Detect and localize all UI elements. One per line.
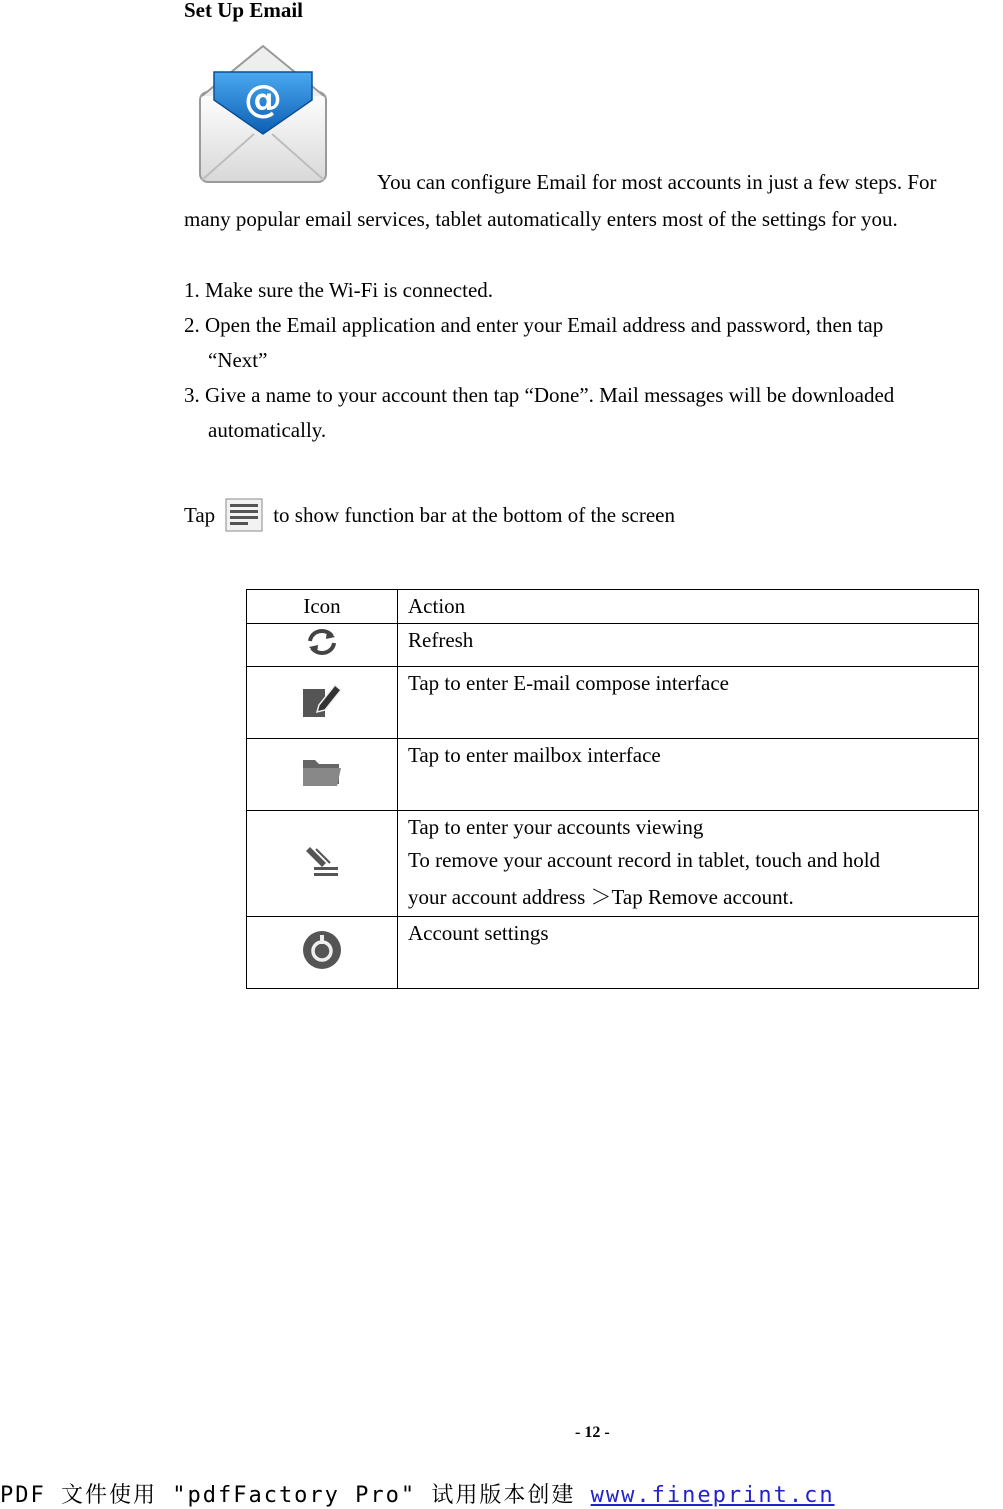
intro-line-1: You can configure Email for most accounts in just a few steps. For: [377, 170, 937, 194]
action-cell: Tap to enter E-mail compose interface: [398, 667, 979, 739]
table-row: [247, 667, 979, 739]
settings-icon: [301, 929, 343, 971]
step-3: 3. Give a name to your account then tap “Done”. Mail messages will be downloaded: [184, 383, 895, 407]
action-cell: Account settings: [398, 917, 979, 989]
tap-description: to show function bar at the bottom of the screen: [273, 502, 675, 527]
intro-line-2: many popular email services, tablet automatically enters most of the settings for you.: [184, 207, 898, 231]
step-2: 2. Open the Email application and enter your Email address and password, then tap: [184, 313, 884, 337]
table-row: [247, 624, 979, 667]
step-1: 1. Make sure the Wi-Fi is connected.: [184, 278, 494, 302]
accounts-icon: [302, 843, 342, 879]
menu-icon: [225, 498, 263, 532]
table-row: [247, 917, 979, 989]
step-2-continued: “Next”: [208, 348, 268, 372]
table-header-row: [247, 590, 979, 624]
folder-icon: [301, 756, 343, 788]
icon-action-table: [246, 589, 979, 989]
watermark-text: PDF 文件使用 "pdfFactory Pro" 试用版本创建: [0, 1483, 591, 1508]
svg-text:@: @: [244, 77, 282, 121]
action-cell: Tap to enter mailbox interface: [398, 739, 979, 811]
refresh-icon: [305, 627, 339, 657]
page-number: - 12 -: [575, 1424, 610, 1441]
tap-instruction: [184, 498, 675, 532]
compose-icon: [301, 681, 343, 719]
table-row: [247, 739, 979, 811]
tap-label: Tap: [184, 502, 216, 527]
email-app-icon: [196, 42, 330, 188]
page-title: Set Up Email: [184, 0, 304, 22]
pdf-watermark: [0, 1478, 835, 1509]
action-cell: Refresh: [398, 624, 979, 667]
table-row: [247, 811, 979, 917]
header-action: Action: [398, 590, 979, 624]
watermark-link[interactable]: www.fineprint.cn: [590, 1483, 835, 1508]
header-icon: Icon: [247, 590, 398, 624]
step-3-continued: automatically.: [208, 418, 327, 442]
action-cell: Tap to enter your accounts viewing To remove your account record in tablet, touch and hold your account address ＞Tap Remove account.: [398, 811, 979, 917]
